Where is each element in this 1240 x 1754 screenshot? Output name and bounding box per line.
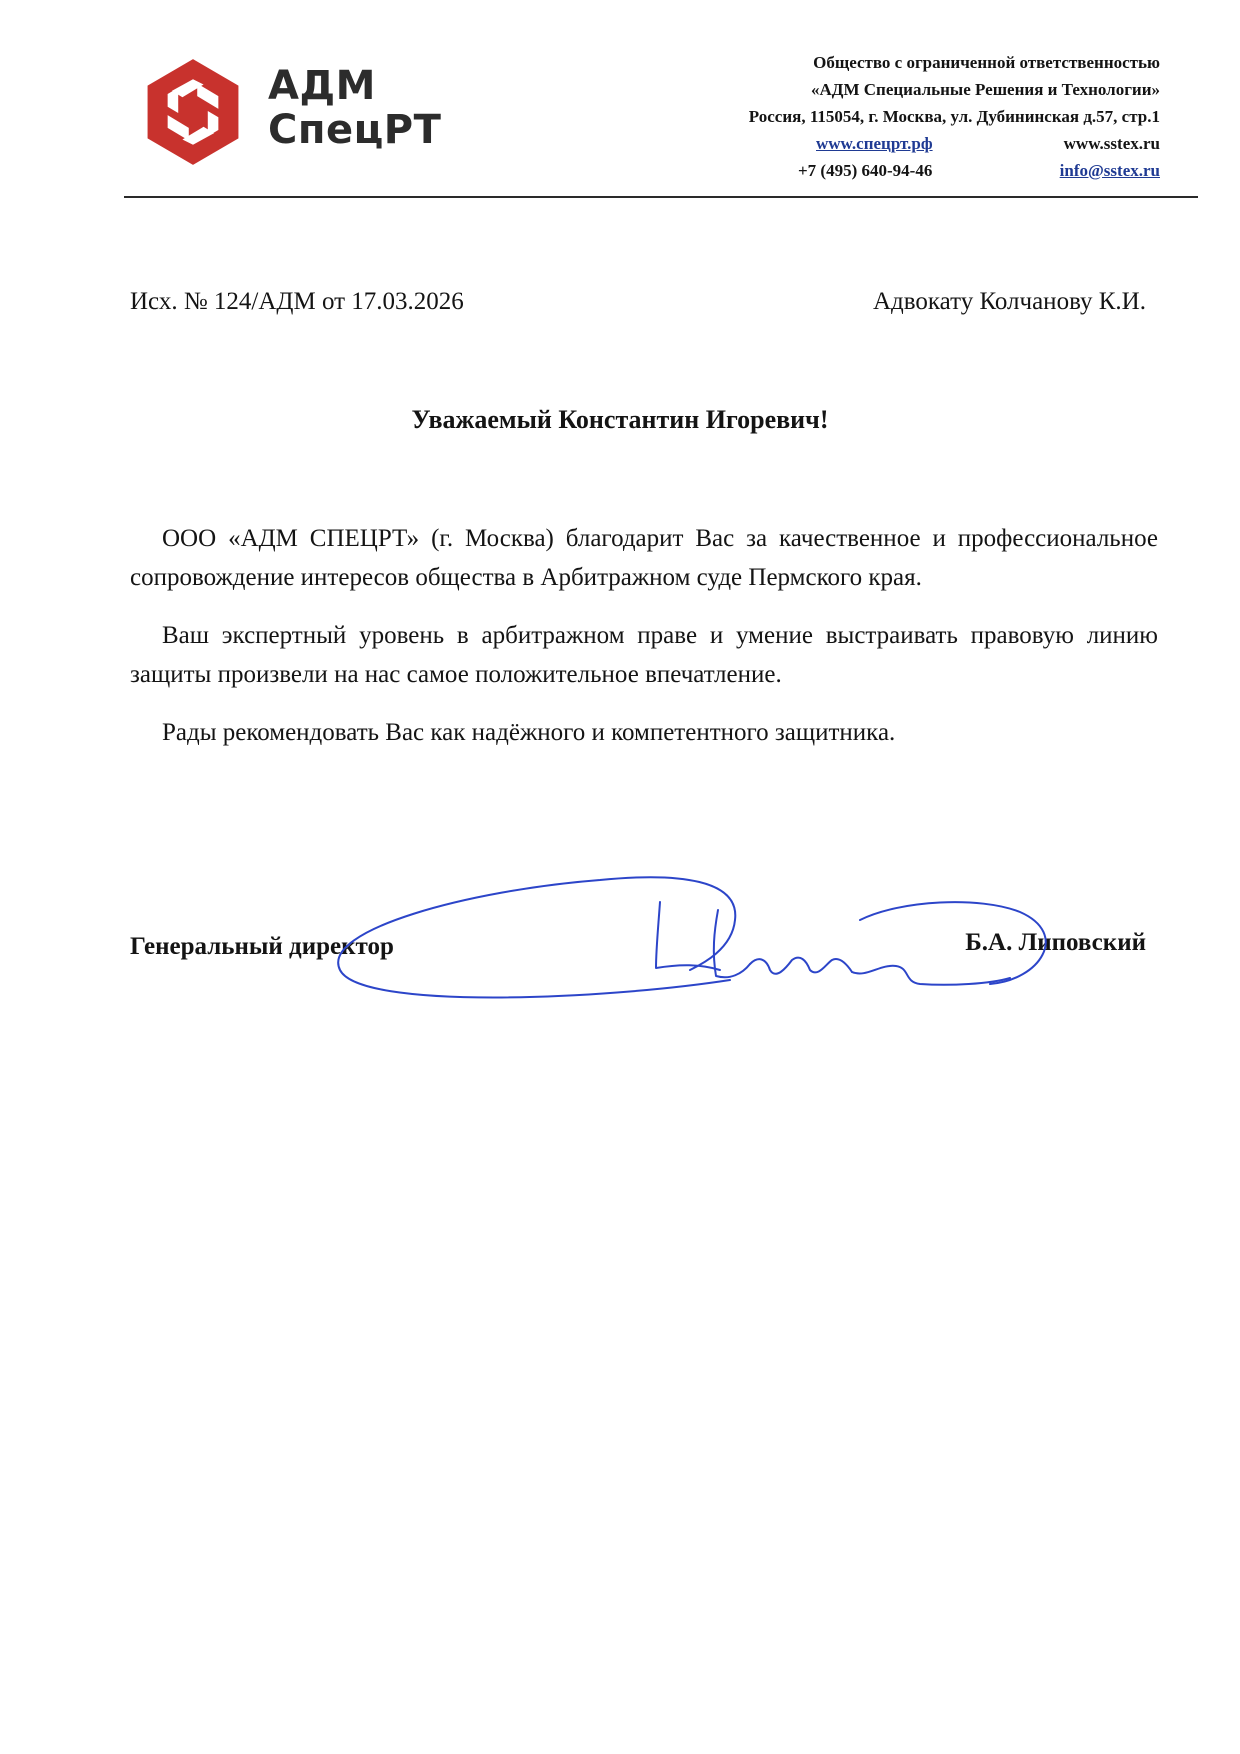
logo-line-1: АДМ bbox=[268, 63, 376, 109]
header-divider bbox=[124, 196, 1198, 198]
logo-line-2: СпецРТ bbox=[268, 107, 442, 153]
company-requisites bbox=[749, 49, 1160, 130]
addressee: Адвокату Колчанову К.И. bbox=[872, 288, 1146, 315]
company-logo-text bbox=[268, 64, 441, 152]
company-logo-icon bbox=[140, 56, 246, 168]
website-en-text: www.sstex.ru bbox=[1063, 134, 1160, 153]
body-paragraph-3: Рады рекомендовать Вас как надёжного и компетентного защитника. bbox=[162, 719, 896, 746]
signatory-title: Генеральный директор bbox=[130, 933, 394, 960]
signatory-name: Б.А. Липовский bbox=[965, 929, 1146, 956]
email-link[interactable]: info@sstex.ru bbox=[1059, 161, 1160, 180]
outgoing-reference: Исх. № 124/АДМ от 17.03.2026 bbox=[130, 288, 464, 315]
body-paragraph-1: ООО «АДМ СПЕЦРТ» (г. Москва) благодарит Вас за качественное и профессиональное сопровождение интересов общества в Арбитражном суде Пермского края. bbox=[130, 525, 1158, 591]
company-address: Россия, 115054, г. Москва, ул. Дубининская д.57, стр.1 bbox=[748, 107, 1160, 126]
company-legal-form: Общество с ограниченной ответственностью bbox=[813, 53, 1160, 72]
letter-body bbox=[130, 519, 1158, 771]
website-ru-link[interactable]: www.спецрт.рф bbox=[816, 134, 933, 153]
body-paragraph-2: Ваш экспертный уровень в арбитражном праве и умение выстраивать правовую линию защиты произвели на нас самое положительное впечатление. bbox=[130, 622, 1158, 688]
company-full-name: «АДМ Специальные Решения и Технологии» bbox=[810, 80, 1160, 99]
greeting: Уважаемый Константин Игоревич! bbox=[411, 405, 829, 434]
phone-number: +7 (495) 640-94-46 bbox=[798, 161, 933, 180]
